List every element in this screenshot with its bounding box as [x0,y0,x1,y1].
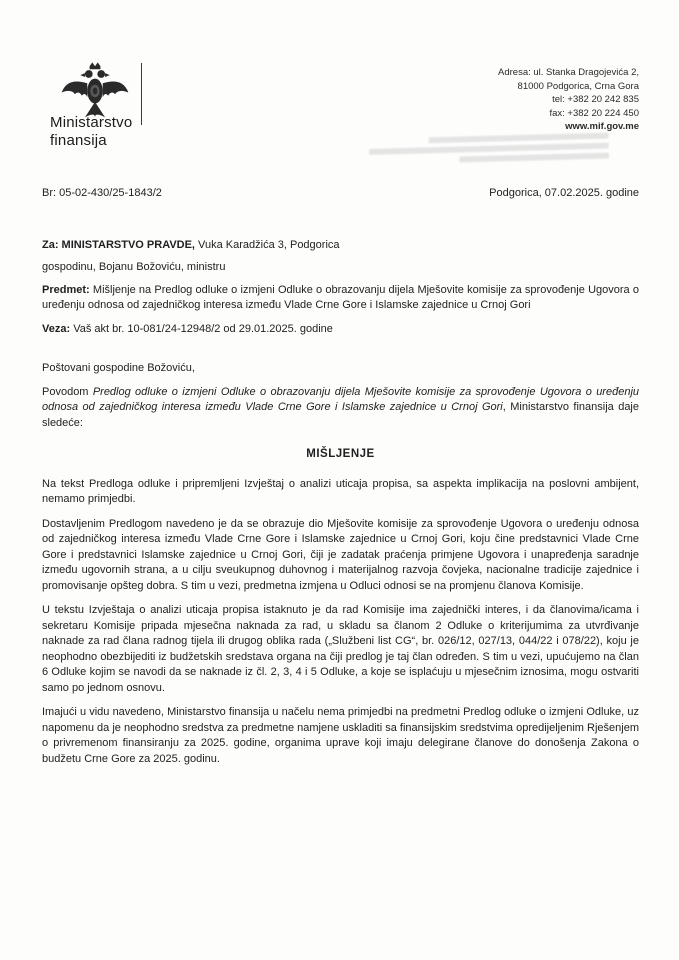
subject-line [42,283,639,314]
salutation: Poštovani gospodine Božoviću, [42,362,195,374]
intro-paragraph [42,385,639,432]
paragraph-2: Dostavljenim Predlogom navedeno je da se obrazuje dio Mješovite komisije za sprovođenje Ugovora o uređenju odnosa od zajedničkog interesa između Vlade Crne Gore i Islamske zajednice u Crnoj Gori, koju čine predstavnici Vlade Crne Gore i predstavnici Islamske zajednice u Crnoj Gori, čiji je zadatak praćenja primjene Ugovora i unapređenja saradnje između ugovornih strana, a u cilju sveukupnog duhovnog i materijalnog razvoja čovjeka, nacionalne tradicije zajednice i promovisanje opšteg dobra. S tim u vezi, predmetna izmjena u Odluci odnosi se na promjenu članova Komisije. [42,517,639,592]
address-fax: fax: +382 20 224 450 [549,107,639,119]
intro-prefix: Povodom [42,385,93,398]
reference-text: Vaš akt br. 10-081/24-12948/2 od 29.01.2025. godine [70,322,333,335]
recipient-line [42,238,639,254]
recipient-name: Za: MINISTARSTVO PRAVDE, [42,238,195,251]
intro-decree-title: Predlog odluke o izmjeni Odluke o obrazovanju dijela Mješovite komisije za sprovođenje Ugovora o uređenju odnosa od zajedničkog interesa između Vlade Crne Gore i Islamske zajednice u Crnoj Gori [42,385,640,413]
opinion-heading: MIŠLJENJE [306,448,375,460]
address-tel: tel: +382 20 242 835 [552,94,639,105]
address-block [498,66,639,134]
ministry-name-line2: finansija [50,132,107,149]
reference-label: Veza: [42,322,71,335]
place-and-date: Podgorica, 07.02.2025. godine [489,187,639,199]
address-website: www.mif.gov.me [565,121,639,132]
paragraph-1: Na tekst Predloga odluke i pripremljeni Izvještaj o analizi uticaja propisa, sa aspekta implikacija na poslovni ambijent, nemamo primjedbi. [42,477,639,505]
reference-number: Br: 05-02-430/25-1843/2 [42,187,162,199]
reference-row [42,186,639,202]
subject-label: Predmet: [42,283,90,296]
letter-content [42,186,639,767]
address-street: Adresa: ul. Stanka Dragojevića 2, [498,67,639,78]
coat-of-arms-icon [56,60,134,122]
ministry-name [50,114,132,150]
reference-line [42,322,639,338]
paragraph-4: Imajući u vidu navedeno, Ministarstvo finansija u načelu nema primjedbi na predmetni Predlog odluke o izmjeni Odluke, uz napomenu da je neophodno sredstva za predmetne namjene uskladiti sa finansijskim sredstvima opredijeljenim Rješenjem o privremenom finansiranju za 2025. godine, organima uprave koji imaju delegirane članove do donošenja Zakona o budžetu Crne Gore za 2025. godinu. [42,706,639,765]
recipient-person: gospodinu, Bojanu Božoviću, ministru [42,261,226,273]
paragraph-3: U tekstu Izvještaja o analizi uticaja propisa istaknuto je da rad Komisije ima zajednički interes, i da članovima/icama i sekretaru Komisije pripada mjesečna naknada za rad, u skladu sa članom 2 Odluke o kriterijumima za utvrđivanje naknade za rad člana radnog tijela ili drugog oblika rada („Službeni list CG“, br. 026/12, 027/13, 044/22 i 078/22), koju je neophodno obezbijediti iz budžetskih sredstava organa na čiji predlog je taj član određen. S tim u vezi, upućujemo na član 6 Odluke kojim se navodi da se naknade iz čl. 2, 3, 4 i 5 Odluke, a koje se isplaćuju u mjesečnim iznosima, mogu ostvariti samo po jednom osnovu. [42,604,639,694]
intro-suffix: , Ministarstvo finansija daje sledeće: [42,401,639,429]
faded-stamp [348,129,609,178]
address-city: 81000 Podgorica, Crna Gora [517,80,639,92]
recipient-address: Vuka Karadžića 3, Podgorica [195,238,340,251]
header-divider [141,63,142,125]
ministry-name-line1: Ministarstvo [50,114,133,131]
subject-text: Mišljenje na Predlog odluke o izmjeni Odluke o obrazovanju dijela Mješovite komisije za sprovođenje Ugovora o uređenju odnosa od zajedničkog interesa između Vlade Crne Gore i Islamske zajednice u Crnoj Gori [42,283,639,311]
